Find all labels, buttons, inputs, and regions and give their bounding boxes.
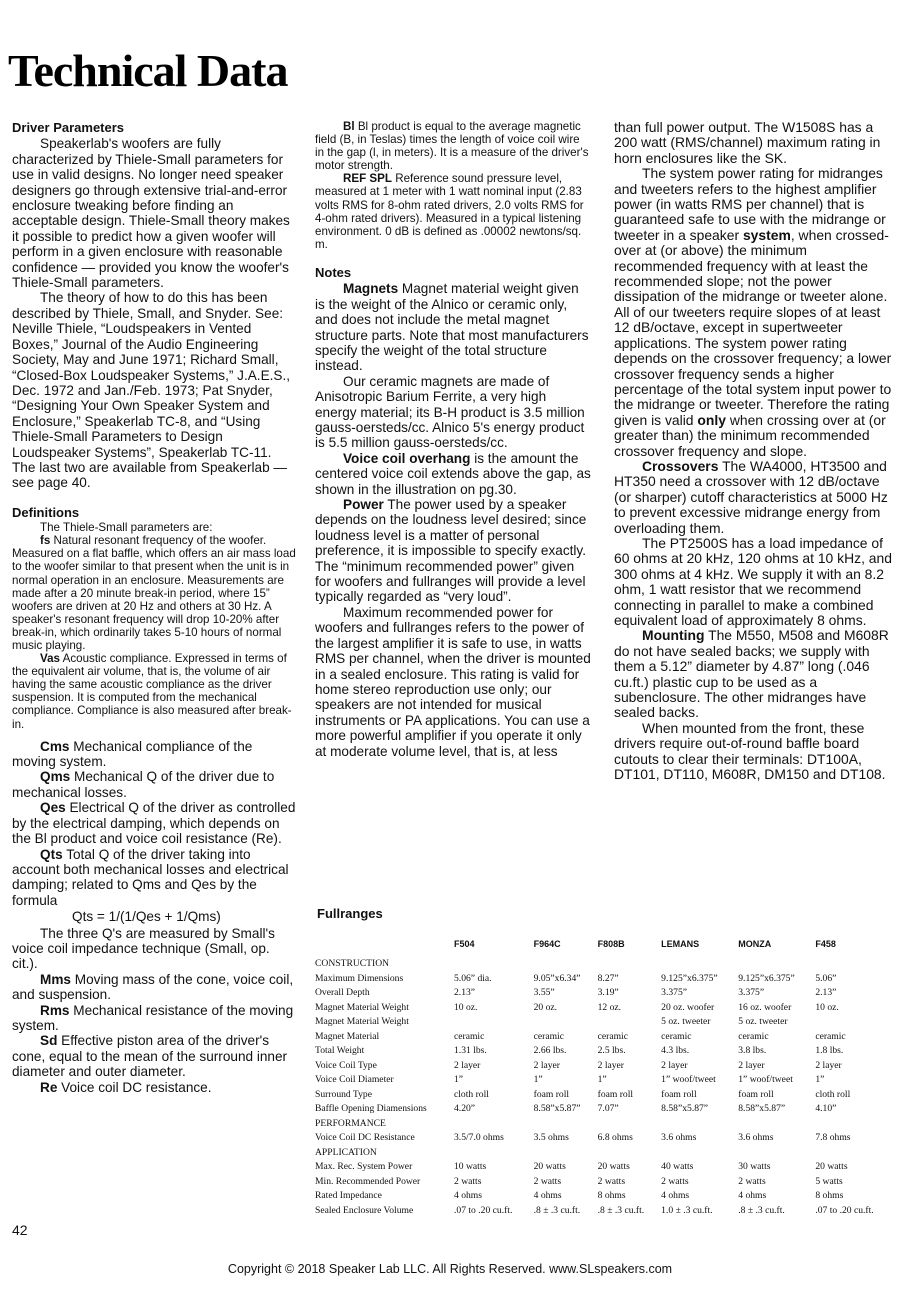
table-cell: 8.58”x5.87” [738,1103,786,1114]
term-qms: Qms [40,769,71,785]
table-cell: 2 layer [597,1059,624,1071]
term-magnets: Magnets [343,281,399,297]
definition-fs: fs Natural resonant frequency of the woofer. Measured on a flat baffle, which offers an air mass load to the woofer similar to that present when the unit is in normal operation in an enclosure. Measurements are made after a 20 minute break-in period, where 15” woofers are driven at 20 Hz and others at 30 Hz. A speaker's resonant frequency will drop 10-20% after break-in, which ordinarily takes 5-10 hours of normal music playing. [12,534,296,652]
term-cms: Cms [40,738,70,754]
table-cell [454,1016,534,1031]
definition-rms: Rms Mechanical resistance of the moving system. [12,1002,294,1033]
note-crossovers: Crossovers The WA4000, HT3500 and HT350 need a crossover with 12 dB/octave (or sharper) cutoff characteristics at 5000 Hz to prevent excessive midrange energy from overloading them. [614,457,888,536]
table-cell: foam roll [661,1088,697,1100]
table-cell: 3.8 lbs. [738,1045,767,1056]
term-sd: Sd [40,1033,58,1049]
column-header: F458 [815,939,836,949]
row-label: PERFORMANCE [315,1117,386,1129]
row-label: Magnet Material [315,1030,380,1042]
copyright-footer: Copyright © 2018 Speaker Lab LLC. All Rights Reserved. www.SLspeakers.com [227,1262,673,1276]
table-cell: 1.0 ± .3 cu.ft. [661,1204,713,1216]
table-cell [534,1147,598,1162]
table-cell: 3.375” [738,987,765,998]
table-cell: 2 watts [661,1175,689,1187]
notes-heading: Notes [315,264,352,280]
row-label: Min. Recommended Power [315,1175,421,1187]
table-cell: 4.20” [454,1103,476,1114]
table-row [315,973,895,988]
power-continued: than full power output. The W1508S has a 200 watt (RMS/channel) maximum rating in horn enclosures like the SK. [614,119,881,166]
table-cell: .8 ± .3 cu.ft. [738,1204,785,1216]
table-cell: 20 watts [533,1161,566,1172]
bl-ref-block [315,120,591,251]
table-cell [598,1016,662,1031]
term-qes: Qes [40,800,66,816]
table-row [315,1031,895,1046]
table-cell: .8 ± .3 cu.ft. [597,1204,645,1216]
term-voice-coil: Voice coil overhang [343,450,471,466]
term-mms: Mms [40,971,71,987]
table-row [315,987,895,1002]
definition-mms: Mms Moving mass of the cone, voice coil, and suspension. [12,971,294,1003]
page-number: 42 [12,1222,28,1238]
term-re: Re [40,1079,58,1095]
table-row [315,1103,895,1118]
table-row [315,1190,895,1205]
definition-qms: Qms Mechanical Q of the driver due to mechanical losses. [12,769,275,800]
table-cell [738,958,815,973]
table-row [315,1089,895,1104]
table-cell: 1” [815,1074,825,1085]
table-cell [738,1118,815,1133]
note-power: Power The power used by a speaker depends on the loudness level desired; since loudness level is a matter of personal preference, it is impossible to specify exactly. The “minimum recommended power” given for woofers and fullranges will provide a level typically regarded as “very loud”. [315,497,587,605]
table-cell: 20 watts [815,1161,848,1172]
table-cell: 3.375” [661,987,688,998]
system-power-paragraph: The system power rating for midranges and tweeters refers to the highest amplifier power (in watts RMS per channel) that is guaranteed safe to use with the midrange or tweeter in a speaker system, when crossed-over at (or above) the minimum recommended frequency with at least the recommended slope; not the power dissipation of the midrange or tweeter alone. All of our tweeters require slopes of at least 12 dB/octave, except in supertweeter applications. The system power rating depends on the crossover frequency; a lower crossover frequency sends a higher percentage of the total system input power to the midrange or tweeter. Therefore the rating given is valid only when crossing over at (or greater than) the minimum recommended crossover frequency and slope. [614,165,892,459]
table-cell: .8 ± .3 cu.ft. [533,1204,581,1216]
row-label: Total Weight [315,1045,365,1056]
column-notes [315,120,591,759]
table-cell: 2.66 lbs. [533,1045,567,1056]
note-power-2: Maximum recommended power for woofers and fullranges refers to the power of the largest amplifier it is safe to use, in watts RMS per channel, when the driver is mounted in a sealed enclosure. This rating is valid for home stereo reproduction use only; our speakers are not intended for musical instruments or PA applications. You can use a more powerful amplifier if you operate it only at moderate volume level, that is, at less [315,604,591,759]
table-cell: 16 oz. woofer [738,1001,792,1013]
table-cell: 7.07” [597,1103,619,1114]
driver-paragraph-2: The theory of how to do this has been described by Thiele, Small, and Snyder. See: Neville Thiele, “Loudspeakers in Vented Boxes,” Journal of the Audio Engineering Society, May and June 1971; Richard Small, “Closed-Box Loudspeaker Systems,” J.A.E.S., Dec. 1972 and Jan./Feb. 1973; Pat Snyder, “Designing Your Own Speaker System and Enclosure,” Speakerlab TC-8, and “Using Thiele-Small Parameters to Design Loudspeaker Systems”, Speakerlab TC-11. The last two are available from Speakerlab — see page 40. [12,290,291,491]
table-cell: 1” [597,1074,607,1085]
table-cell: 20 watts [597,1161,630,1172]
table-cell: 2 layer [661,1059,688,1071]
definition-vas: Vas Acoustic compliance. Expressed in terms of the equivalent air volume, that is, the volume of air having the same acoustic compliance as the driver suspension. It is computed from the mechanical compliance. Compliance is also measured after break-in. [12,652,292,731]
table-cell: 8.58”x5.87” [533,1103,581,1114]
table-cell [815,1016,895,1031]
table-cell [534,958,598,973]
table-cell: foam roll [597,1088,634,1100]
table-cell: cloth roll [454,1088,489,1100]
table-cell: 1” [454,1074,464,1085]
definition-cms: Cms Mechanical compliance of the moving system. [12,738,253,770]
row-label: Surround Type [315,1088,372,1100]
table-cell [534,1118,598,1133]
row-label: Voice Coil Type [315,1059,377,1071]
row-label: Rated Impedance [315,1190,382,1201]
note-pt2500s: The PT2500S has a load impedance of 60 ohms at 20 kHz, 120 ohms at 10 kHz, and 300 ohms at 4 kHz. We supply it with an 8.2 ohm, 1 watt resistor that we recommend connecting in parallel to make a combined equivalent load of approximately 8 ohms. [614,534,892,628]
definitions-intro: The Thiele-Small parameters are: [40,521,213,535]
table-row [315,1147,895,1162]
table-cell: 4 ohms [738,1190,767,1201]
term-crossovers: Crossovers [642,457,719,474]
table-row [315,1205,895,1220]
driver-parameters-heading: Driver Parameters [12,120,125,135]
table-row [315,958,895,973]
table-row [315,1176,895,1191]
table-cell: foam roll [533,1088,570,1100]
table-row [315,1132,895,1147]
table-cell: 8 ohms [815,1190,844,1201]
table-cell: 1” [533,1074,543,1085]
table-cell: 1.8 lbs. [815,1045,844,1056]
row-label: CONSTRUCTION [315,958,390,969]
table-cell: 7.8 ohms [815,1132,851,1143]
page-title: Technical Data [8,45,288,96]
table-cell [454,1147,534,1162]
header-blank [315,938,454,958]
table-cell: 10 oz. [815,1001,839,1013]
table-row [315,1002,895,1017]
table-cell: 3.19” [597,987,619,998]
table-cell [534,1016,598,1031]
table-cell: 1.31 lbs. [454,1045,487,1056]
table-cell [661,958,738,973]
table-cell: 5 oz. tweeter [661,1016,711,1027]
table-cell: 6.8 ohms [597,1132,633,1143]
table-cell: ceramic [661,1030,692,1042]
note-magnets-2: Our ceramic magnets are made of Anisotropic Barium Ferrite, a very high energy material; its B-H product is 3.5 million gauss-oersteds/cc. Alnico 5's energy product is 5.5 million gauss-oersteds/cc. [315,373,585,451]
table-cell: foam roll [738,1088,774,1100]
row-label: Maximum Dimensions [315,972,404,984]
note-front-mounting: When mounted from the front, these drivers require out-of-round baffle board cutouts to clear their terminals: DT100A, DT101, DT110, M608R, DM150 and DT108. [614,719,886,783]
qts-formula: Qts = 1/(1/Qes + 1/Qms) [72,909,221,925]
table-cell [738,1147,815,1162]
table-cell: 4.3 lbs. [661,1045,690,1056]
note-mounting: Mounting The M550, M508 and M608R do not have sealed backs; we supply with them a 5.12” diameter by 4.87” long (.046 cu.ft.) plastic cup to be used as a subenclosure. The other midranges have sealed backs. [614,627,889,721]
table-cell [661,1118,738,1133]
table-cell: .07 to .20 cu.ft. [815,1204,874,1216]
table-cell: 4 ohms [533,1190,562,1201]
table-cell: 8.58”x5.87” [661,1103,709,1114]
term-ref-spl: REF SPL [343,172,392,186]
table-cell: 2 layer [815,1059,842,1071]
table-cell: 8.27” [597,972,619,984]
table-cell: 5.06” [815,972,837,984]
table-cell: 5.06” dia. [454,972,492,984]
table-cell: cloth roll [815,1088,851,1100]
table-cell: 20 oz. [533,1001,558,1013]
table-cell [598,1118,662,1133]
term-rms: Rms [40,1002,70,1018]
term-fs: fs [40,534,51,548]
table-cell: 2 layer [533,1059,560,1071]
table-row [315,1016,895,1031]
table-row [315,1161,895,1176]
column-driver-parameters [12,120,298,1095]
definition-qes: Qes Electrical Q of the driver as controlled by the electrical damping, which depends on the Bl product and voice coil resistance (Re). [12,800,296,847]
table-cell: 8 ohms [597,1190,626,1201]
definition-qts: Qts Total Q of the driver taking into account both mechanical losses and electrical damping; related to Qms and Qes by the formula [12,846,289,908]
definitions-heading: Definitions [12,504,80,520]
table-cell: 3.5/7.0 ohms [454,1132,504,1143]
fullranges-heading: Fullranges [317,906,383,921]
table-cell [661,1147,738,1162]
column-header: MONZA [738,939,772,949]
table-cell: 2 layer [454,1059,481,1071]
table-row [315,1045,895,1060]
column-header: F964C [533,939,561,949]
table-cell: 12 oz. [597,1001,622,1013]
row-label: Voice Coil Diameter [315,1074,394,1085]
table-row [315,1118,895,1133]
table-cell: ceramic [738,1030,769,1042]
table-cell [598,1147,662,1162]
table-cell: 3.6 ohms [738,1132,774,1143]
table-cell: 30 watts [738,1161,771,1172]
row-label: Magnet Material Weight [315,1001,409,1013]
table-cell: 9.125”x6.375” [661,972,718,984]
table-cell: 2 watts [738,1175,766,1187]
table-cell: 5 oz. tweeter [738,1016,788,1027]
table-cell: 1” woof/tweet [738,1074,793,1085]
table-cell [815,1118,895,1133]
qts-note: The three Q's are measured by Small's voice coil impedance technique (Small, op. cit.). [12,925,275,972]
table-cell: 3.6 ohms [661,1132,697,1143]
table-cell: 3.5 ohms [533,1132,569,1143]
table-cell: 2.5 lbs. [597,1045,626,1056]
table-header-row [315,938,895,958]
table-cell [598,958,662,973]
row-label: Sealed Enclosure Volume [315,1204,414,1216]
column-header: LEMANS [661,939,700,949]
table-cell: 2 layer [738,1059,765,1071]
note-magnets: Magnets Magnet material weight given is the weight of the Alnico or ceramic only, and does not include the metal magnet structure parts. Note that most manufacturers specify the weight of the total structure instead. [315,281,589,374]
table-cell: ceramic [815,1030,846,1042]
term-mounting: Mounting [642,627,705,644]
row-label: Magnet Material Weight [315,1016,409,1027]
definition-re: Re Voice coil DC resistance. [40,1079,212,1095]
table-cell: ceramic [597,1030,628,1042]
table-cell: ceramic [533,1030,564,1042]
table-cell: 4 ohms [454,1190,482,1201]
row-label: Voice Coil DC Resistance [315,1132,415,1143]
table-cell: 2 watts [533,1175,562,1187]
table-cell: 40 watts [661,1161,694,1172]
table-cell: 10 oz. [454,1001,478,1013]
definition-bl: Bl Bl product is equal to the average magnetic field (B, in Teslas) times the length of voice coil wire in the gap (l, in meters). It is a measure of the driver's motor strength. [315,120,589,173]
definitions-block [12,521,298,731]
row-label: Baffle Opening Diamensions [315,1103,427,1114]
fullranges-table [315,938,895,1219]
table-cell [454,958,534,973]
column-header: F808B [597,939,625,949]
definition-ref-spl: REF SPL Reference sound pressure level, measured at 1 meter with 1 watt nominal input (2.83 volts RMS for 8-ohm rated drivers, 2.0 volts RMS for 4-ohm rated drivers). Measured in a typical listening environment. 0 dB is defined as .00002 newtons/sq. m. [315,172,584,251]
term-bl: Bl [343,120,355,133]
note-voice-coil: Voice coil overhang is the amount the centered voice coil extends above the gap, as shown in the illustration on pg.30. [315,450,591,497]
table-cell: 4.10” [815,1103,837,1114]
table-cell: 9.05”x6.34” [533,972,581,984]
table-cell: 2.13” [815,987,837,998]
table-row [315,1074,895,1089]
driver-paragraph-1: Speakerlab's woofers are fully characterized by Thiele-Small parameters for use in valid designs. No longer need speaker designers go through extensive trial-and-error enclosure tweaking before finding an acceptable design. Thiele-Small theory makes it possible to predict how a given woofer will perform in a given enclosure with reasonable confidence — provided you know the woofer's Thiele-Small parameters. [12,136,290,291]
table-cell: 4 ohms [661,1190,690,1201]
column-header: F504 [454,939,475,949]
table-cell: .07 to .20 cu.ft. [454,1204,513,1216]
term-power: Power [343,497,384,513]
column-continued [614,120,896,782]
table-cell: 2.13” [454,987,476,998]
term-vas: Vas [40,652,60,666]
table-row [315,1060,895,1075]
table-cell: 9.125”x6.375” [738,972,795,984]
table-cell [454,1118,534,1133]
table-cell: 1” woof/tweet [661,1074,716,1085]
row-label: APPLICATION [315,1146,377,1158]
table-cell: 3.55” [533,987,555,998]
table-cell: 20 oz. woofer [661,1001,715,1013]
row-label: Max. Rec. System Power [315,1161,413,1172]
table-cell: 2 watts [597,1175,626,1187]
table-cell: 10 watts [454,1161,487,1172]
table-cell: 2 watts [454,1175,482,1187]
table-cell: 5 watts [815,1175,843,1187]
table-cell [815,1147,895,1162]
term-qts: Qts [40,846,63,862]
table-cell: ceramic [454,1030,485,1042]
table-cell [815,958,895,973]
definition-sd: Sd Effective piston area of the driver's cone, equal to the mean of the surround inner diameter and outer diameter. [12,1033,288,1080]
row-label: Overall Depth [315,987,370,998]
